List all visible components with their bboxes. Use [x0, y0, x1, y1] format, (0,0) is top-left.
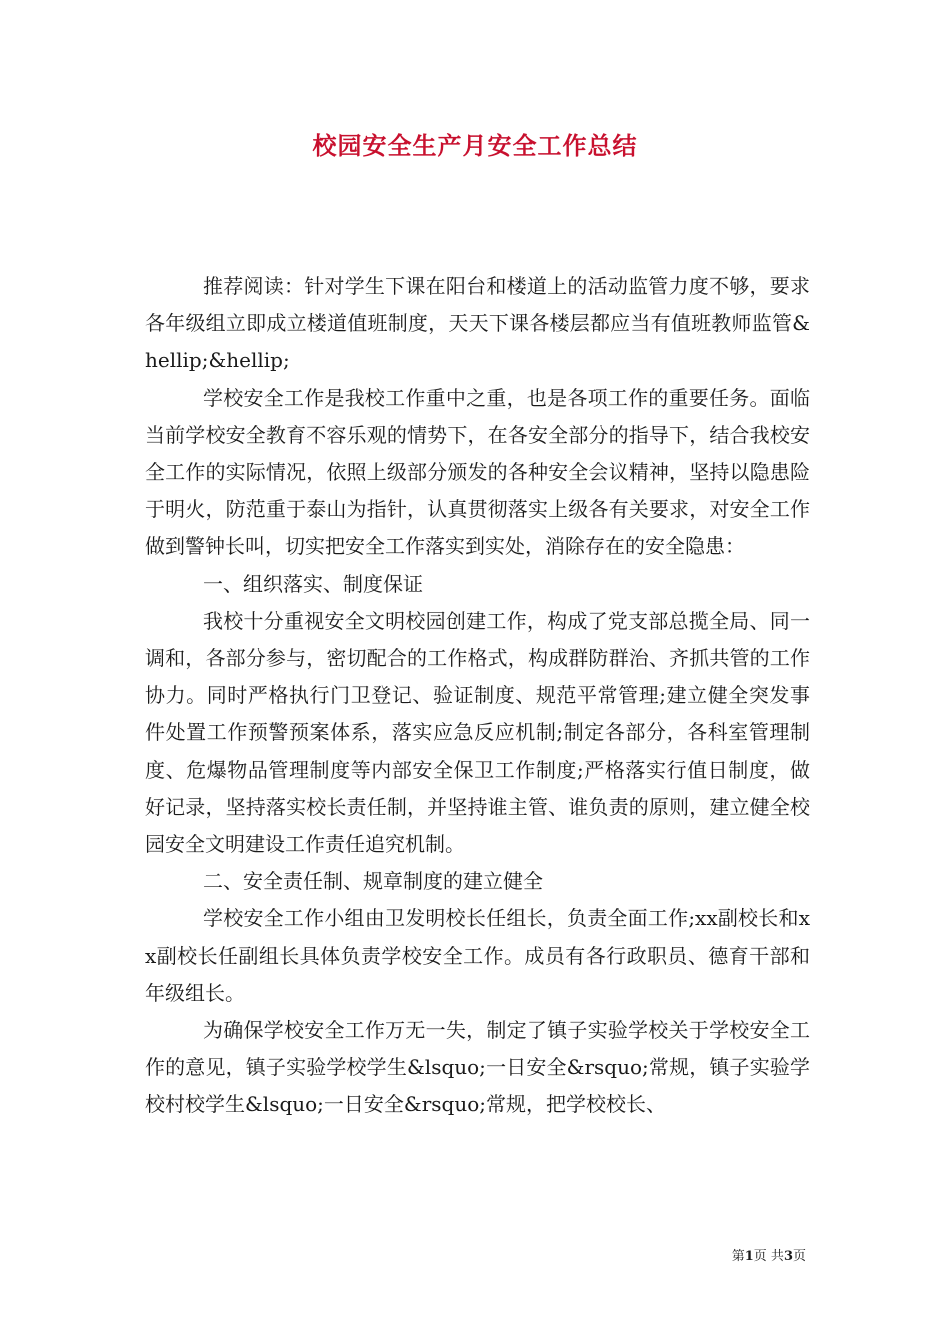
section-heading-2: 二、安全责任制、规章制度的建立健全 — [203, 869, 543, 894]
paragraph-organization: 我校十分重视安全文明校园创建工作，构成了党支部总揽全局、同一调和，各部分参与，密切配合的工作格式，构成群防群治、齐抓共管的工作协力。同时严格执行门卫登记、验证制度、规范平常管理;建立健全突发事件处置工作预警预案体系，落实应急反应机制;制定各部分，各科室管理制度、危爆物品管理制度等内部安全保卫工作制度;严格落实行值日制度，做好记录，坚持落实校长责任制，并坚持谁主管、谁负责的原则，建立健全校园安全文明建设工作责任追究机制。 — [145, 608, 810, 857]
paragraph-recommended-reading: 推荐阅读：针对学生下课在阳台和楼道上的活动监管力度不够，要求各年级组立即成立楼道值班制度，天天下课各楼层都应当有值班教师监管&hellip;&hellip; — [145, 274, 810, 373]
document-title: 校园安全生产月安全工作总结 — [312, 131, 638, 160]
paragraph-intro: 学校安全工作是我校工作重中之重，也是各项工作的重要任务。面临当前学校安全教育不容乐观的情势下，在各安全部分的指导下，结合我校安全工作的实际情况，依照上级部分颁发的各种安全会议精神，坚持以隐患险于明火，防范重于泰山为指针，认真贯彻落实上级各有关要求，对安全工作做到警钟长叫，切实把安全工作落实到实处，消除存在的安全隐患： — [145, 385, 810, 559]
paragraph-regulations: 为确保学校安全工作万无一失，制定了镇子实验学校关于学校安全工作的意见，镇子实验学校学生&lsquo;一日安全&rsquo;常规，镇子实验学校村校学生&lsquo;一日安全&rsquo;常规，把学校校长、 — [145, 1018, 810, 1117]
total-pages-number: 3 — [783, 1249, 793, 1264]
page-number — [732, 1248, 806, 1266]
page-number-suffix: 页 — [792, 1249, 806, 1264]
page-number-middle: 页 共 — [753, 1249, 784, 1264]
document-body — [145, 268, 810, 1124]
current-page-number: 1 — [744, 1249, 754, 1264]
section-heading-1: 一、组织落实、制度保证 — [203, 571, 423, 596]
page-number-prefix: 第 — [731, 1249, 745, 1264]
paragraph-safety-team: 学校安全工作小组由卫发明校长任组长，负责全面工作;xx副校长和xx副校长任副组长具体负责学校安全工作。成员有各行政职员、德育干部和年级组长。 — [145, 906, 810, 1005]
